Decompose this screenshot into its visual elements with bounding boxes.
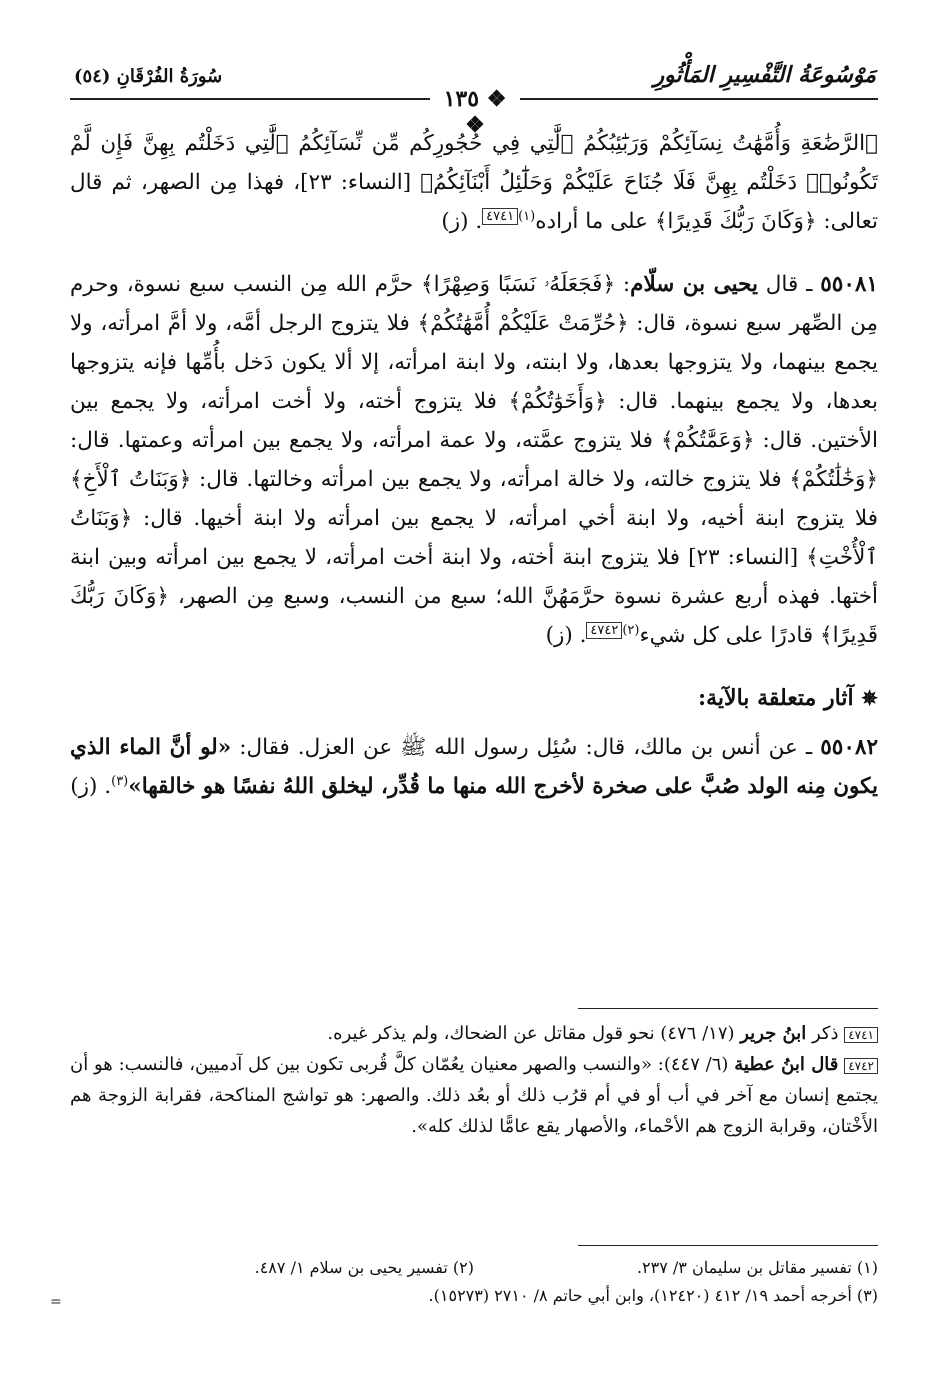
note-reference[interactable]: ٤٧٤٢ <box>586 622 622 639</box>
narration-number: ٥٥٠٨٢ <box>820 735 878 760</box>
footnote-2: (٢) تفسير يحيى بن سلام ١/ ٤٨٧. <box>254 1258 474 1277</box>
footnote-marker[interactable]: (٢) <box>622 622 640 638</box>
footnote-3: (٣) أخرجه أحمد ١٩/ ٤١٢ (١٢٤٢٠)، وابن أبي حاتم ٨/ ٢٧١٠ (١٥٢٧٣). <box>428 1286 878 1305</box>
note-author: ابنُ جرير <box>740 1023 807 1044</box>
narration-55081: ٥٥٠٨١ ـ قال يحيى بن سلّام: ﴿فَجَعَلَهُۥ نَسَبًا وَصِهْرًا﴾ حرَّم الله مِن النسب سبع نسوة، وحرم مِن الصِّهر سبع نسوة، قال: ﴿حُرِّمَتْ عَلَيْكُمْ أُمَّهَٰتُكُمْ﴾ فلا يتزوج الرجل أمَّه، ولا أمَّ امرأته، ولا يجمع بينهما، ولا يتزوجها بعدها، ولا ابنته، ولا ابنة امرأته، إلا ألا يكون دَخل بأُمِّها فإنه يتزوجها بعدها، ولا يجمع بينهما. قال: ﴿وَأَخَوَٰتُكُمْ﴾ فلا يتزوج أخته، ولا أخت امرأته، ولا يجمع بين الأختين. قال: ﴿وَعَمَّٰتُكُمْ﴾ فلا يتزوج عمَّته، ولا عمة امرأته، ولا يجمع بين امرأته وعمتها. قال: ﴿وَخَٰلَٰتُكُمْ﴾ فلا يتزوج خالته، ولا خالة امرأته، ولا يجمع بين امرأته وخالتها. قال: ﴿وَبَنَاتُ ٱلْأَخِ﴾ فلا يتزوج ابنة أخيه، ولا ابنة أخي امرأته، لا يجمع بين امرأته ولا ابنة أخيها. قال: ﴿وَبَنَاتُ ٱلْأُخْتِ﴾ [النساء: ٢٣] فلا يتزوج ابنة أخته، ولا ابنة أخت امرأته، لا يجمع بين امرأته وبين ابنة أختها. فهذه أربع عشرة نسوة حرَّمَهُنَّ الله؛ سبع من النسب، وسبع مِن الصهر، ﴿وَكَانَ رَبُّكَ قَدِيرًا﴾ قادرًا على كل شيء$^{(٢)٤٧٤٢}$. (ز) <box>70 272 878 648</box>
narration-55082: ٥٥٠٨٢ ـ عن أنس بن مالك، قال: سُئِل رسول الله ﷺ عن العزل. فقال: «لو أنَّ الماء الذي يكون مِنه الولد صُبَّ على صخرة لأخرج الله منها ما قُدِّر، ليخلق اللهُ نفسًا هو خالقها»$^{(٣)}$. (ز) <box>70 735 878 799</box>
footnotes <box>70 1254 878 1310</box>
page-number-bar <box>70 86 878 138</box>
narrator-name: يحيى بن سلّام <box>630 272 758 297</box>
note-label: ٤٧٤١ <box>844 1027 878 1043</box>
note-reference[interactable]: ٤٧٤١ <box>482 208 518 225</box>
note-label: ٤٧٤٢ <box>844 1058 878 1074</box>
surah-title: سُورَةُ الفُرْقَانِ (٥٤) <box>74 66 223 87</box>
note-4742: ٤٧٤٢ قال ابنُ عطية (٦/ ٤٤٧): «والنسب والصهر معنيان يعُمّان كلَّ قُربى تكون بين كل آدميين، فالنسب: هو أن يجتمع إنسان مع آخر في أب أو في أم قرُب ذلك أو بعُد ذلك. والصهر: هو تواشج المناكحة، فقرابة الزوجة هم الأَخْتان، وقرابة الزوج هم الأحْماء، والأصهار يقع عامًّا لذلك كله». <box>70 1054 878 1137</box>
section-heading: ✵ آثار متعلقة بالآية: <box>698 685 878 711</box>
hadith-text: «لو أنَّ الماء الذي يكون مِنه الولد صُبَّ على صخرة لأخرج الله منها ما قُدِّر، ليخلق اللهُ نفسًا هو خالقها» <box>70 735 878 799</box>
page-number: ❖ ١٣٥ ❖ <box>430 86 520 138</box>
notes-divider <box>578 1008 878 1009</box>
page-number-line-left <box>70 98 425 99</box>
note-author: ابنُ عطية <box>734 1054 805 1075</box>
paragraph-continuation: ﴿الرَّضَٰعَةِ وَأُمَّهَٰتُ نِسَآئِكُمْ وَرَبَٰٓئِبُكُمُ ٱلَّٰتِي فِي حُجُورِكُم مِّن نِّسَآئِكُمُ ٱلَّٰتِي دَخَلْتُم بِهِنَّ فَإِن لَّمْ تَكُونُوا۟ دَخَلْتُم بِهِنَّ فَلَا جُنَاحَ عَلَيْكُمْ وَحَلَٰٓئِلُ أَبْنَآئِكُمُ﴾ [النساء: ٢٣]، فهذا مِن الصهر، ثم قال تعالى: ﴿وَكَانَ رَبُّكَ قَدِيرًا﴾ على ما أراده$^{(١)٤٧٤١}$. (ز) <box>70 131 879 234</box>
note-4741: ٤٧٤١ ذكر ابنُ جرير (١٧/ ٤٧٦) نحو قول مقاتل عن الضحاك، ولم يذكر غيره. <box>70 1018 878 1049</box>
book-title: مَوْسُوعَةُ التَّفْسِيرِ المَأْثُورِ <box>653 62 876 88</box>
editor-notes <box>70 1018 878 1142</box>
main-text <box>70 124 878 830</box>
footnotes-divider <box>578 1245 878 1246</box>
ornament-star-icon: ✵ <box>861 686 878 710</box>
book-page <box>70 40 878 1360</box>
narration-number: ٥٥٠٨١ <box>820 272 878 297</box>
margin-mark: = <box>50 1294 62 1310</box>
footnote-1: (١) تفسير مقاتل بن سليمان ٣/ ٢٣٧. <box>636 1258 878 1277</box>
footnotes-row <box>70 1254 878 1282</box>
footnote-marker[interactable]: (١) <box>518 208 536 224</box>
footnote-marker[interactable]: (٣) <box>111 773 129 789</box>
